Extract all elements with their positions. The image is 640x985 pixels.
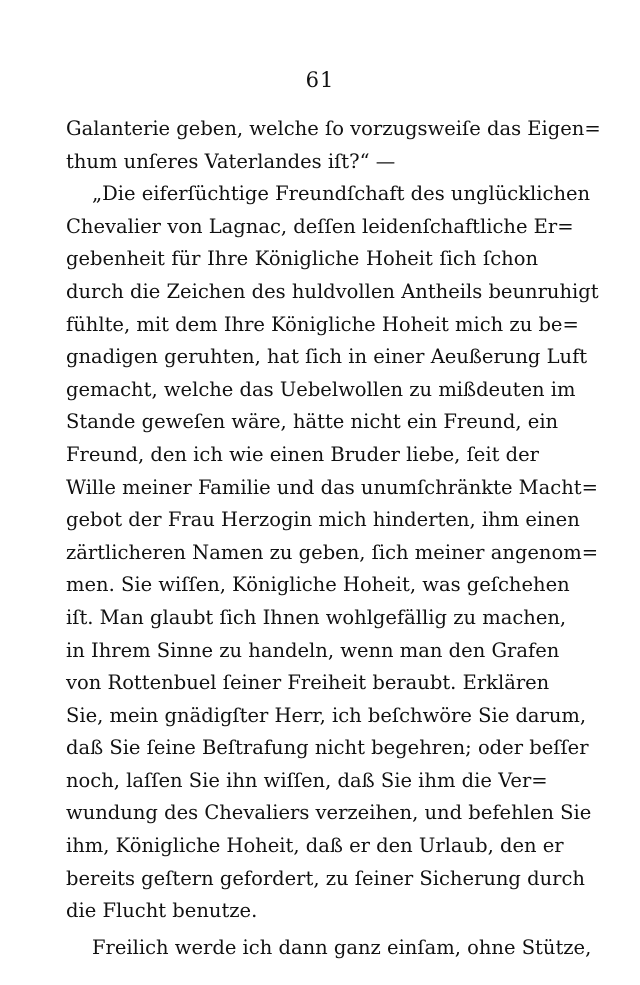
- text-line: gebot der Frau Herzogin mich hinderten, ihm einen: [66, 508, 580, 532]
- text-line: Freilich werde ich dann ganz einſam, ohne Stütze,: [92, 935, 592, 959]
- text-line: thum unſeres Vaterlandes iſt?“ —: [66, 149, 396, 173]
- text-line: bereits geſtern gefordert, zu ſeiner Sicherung durch: [66, 866, 585, 890]
- text-line: gebenheit für Ihre Königliche Hoheit ſich ſchon: [66, 247, 538, 271]
- text-line: daß Sie ſeine Beſtrafung nicht begehren; oder beſſer: [66, 736, 589, 760]
- text-line: in Ihrem Sinne zu handeln, wenn man den Grafen: [66, 638, 560, 662]
- text-line: fühlte, mit dem Ihre Königliche Hoheit mich zu be=: [66, 312, 579, 336]
- text-line: gemacht, welche das Uebelwollen zu mißdeuten im: [66, 377, 576, 401]
- text-line: ihm, Königliche Hoheit, daß er den Urlaub, den er: [66, 834, 564, 858]
- text-line: Wille meiner Familie und das unumſchränkte Macht=: [66, 475, 598, 499]
- text-line: Freund, den ich wie einen Bruder liebe, ſeit der: [66, 442, 539, 466]
- text-line: noch, laſſen Sie ihn wiſſen, daß Sie ihm die Ver=: [66, 768, 548, 792]
- text-line: iſt. Man glaubt ſich Ihnen wohlgefällig zu machen,: [66, 605, 567, 629]
- text-line: durch die Zeichen des huldvollen Antheils beunruhigt: [66, 279, 599, 303]
- text-line: men. Sie wiſſen, Königliche Hoheit, was geſchehen: [66, 573, 570, 597]
- body-text: [66, 113, 601, 964]
- page-number: 61: [305, 68, 335, 92]
- text-line: Galanterie geben, welche ſo vorzugsweiſe das Eigen=: [66, 117, 601, 140]
- text-line: Chevalier von Lagnac, deſſen leidenſchaftliche Er=: [66, 214, 574, 238]
- text-line: wundung des Chevaliers verzeihen, und befehlen Sie: [66, 801, 592, 825]
- text-line: die Flucht benutze.: [66, 899, 258, 923]
- text-line: zärtlicheren Namen zu geben, ſich meiner angenom=: [66, 540, 599, 564]
- text-line: „Die eiferſüchtige Freundſchaft des unglücklichen: [92, 182, 591, 206]
- text-line: von Rottenbuel ſeiner Freiheit beraubt. Erklären: [66, 671, 550, 695]
- text-line: gnadigen geruhten, hat ſich in einer Aeußerung Luft: [66, 345, 588, 369]
- text-line: Sie, mein gnädigſter Herr, ich beſchwöre Sie darum,: [66, 703, 587, 727]
- text-line: Stande geweſen wäre, hätte nicht ein Freund, ein: [66, 410, 559, 434]
